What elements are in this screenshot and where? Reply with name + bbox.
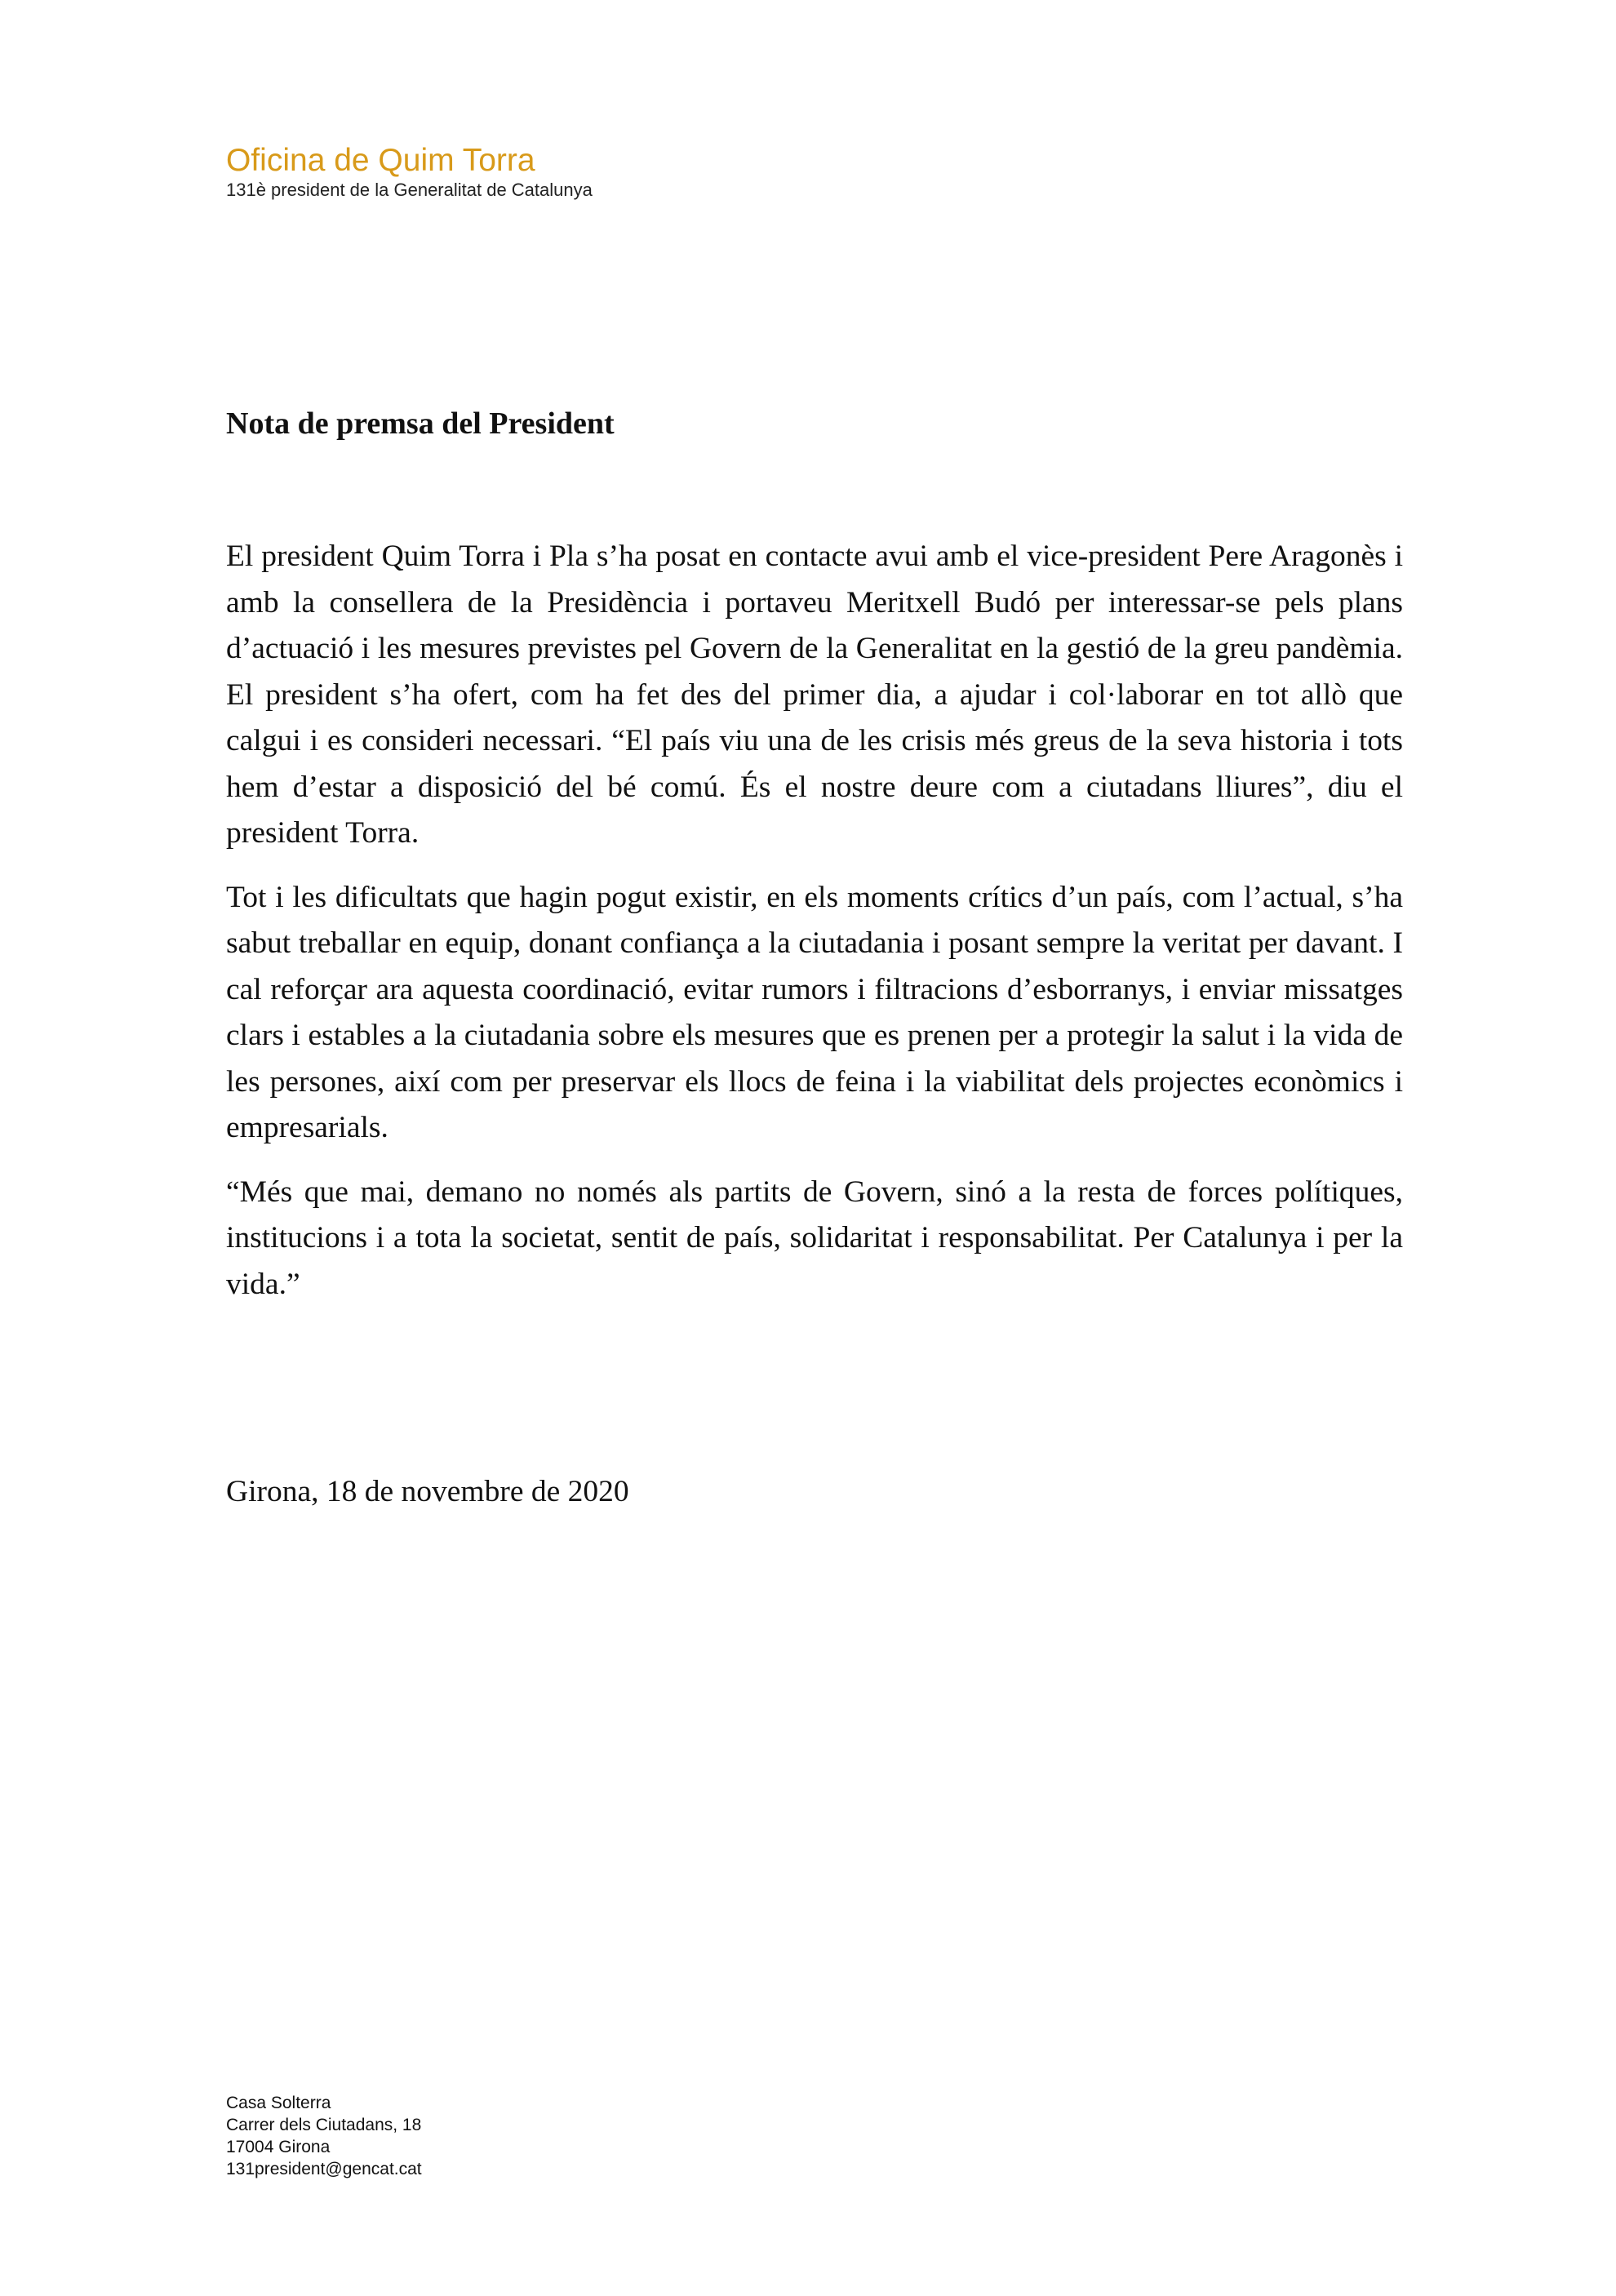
footer-address xyxy=(226,2092,422,2180)
office-subtitle: 131è president de la Generalitat de Catalunya xyxy=(226,180,593,200)
office-title: Oficina de Quim Torra xyxy=(226,143,535,178)
footer-email: 131president@gencat.cat xyxy=(226,2160,422,2178)
body-paragraph-2: Tot i les dificultats que hagin pogut existir, en els moments crítics d’un país, com l’actual, s’ha sabut treballar en equip, donant confiança a la ciutadania i posant sempre la veritat per davant. I cal reforçar ara aquesta coordinació, evitar rumors i filtracions d’esborranys, i enviar missatges clars i estables a la ciutadania sobre els mesures que es prenen per a protegir la salut i la vida de les persones, així com per preservar els llocs de feina i la viabilitat dels projectes econòmics i empresarials. xyxy=(226,880,1403,1144)
footer-city: 17004 Girona xyxy=(226,2138,331,2156)
footer-building: Casa Solterra xyxy=(226,2094,331,2112)
footer-street: Carrer dels Ciutadans, 18 xyxy=(226,2116,422,2134)
press-release-body xyxy=(226,534,1403,1326)
press-release-title: Nota de premsa del President xyxy=(226,406,615,441)
body-paragraph-3: “Més que mai, demano no només als partits de Govern, sinó a la resta de forces polítiques, institucions i a tota la societat, sentit de país, solidaritat i responsabilitat. Per Catalunya i per la vida.” xyxy=(226,1175,1403,1301)
letterhead xyxy=(226,142,593,201)
body-paragraph-1: El president Quim Torra i Pla s’ha posat en contacte avui amb el vice-president Pere Aragonès i amb la consellera de la Presidència i portaveu Meritxell Budó per interessar-se pels plans d’actuació i les mesures previstes pel Govern de la Generalitat en la gestió de la greu pandèmia. El president s’ha ofert, com ha fet des del primer dia, a ajudar i col·laborar en tot allò que calgui i es consideri necessari. “El país viu una de les crisis més greus de la seva historia i tots hem d’estar a disposició del bé comú. És el nostre deure com a ciutadans lliures”, diu el president Torra. xyxy=(226,540,1403,850)
place-and-date: Girona, 18 de novembre de 2020 xyxy=(226,1475,629,1508)
